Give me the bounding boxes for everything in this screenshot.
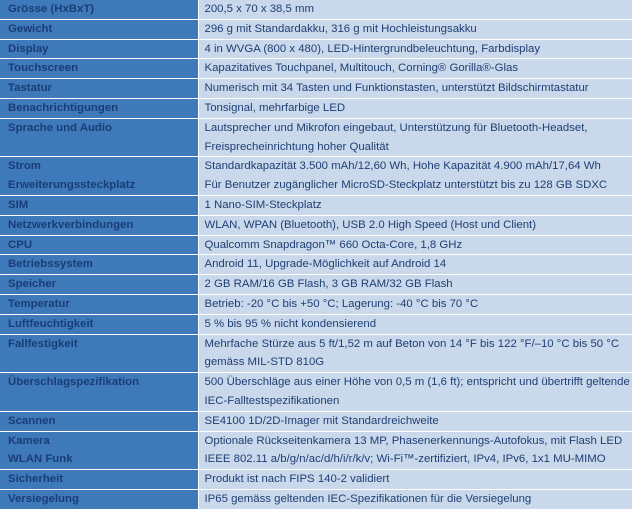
spec-value (198, 489, 632, 509)
spec-row (0, 373, 632, 412)
spec-label (0, 19, 198, 39)
spec-row (0, 470, 632, 490)
spec-label-text: SIM (8, 196, 198, 215)
spec-label-text: Luftfeuchtigkeit (8, 315, 198, 334)
spec-value-text: 500 Überschläge aus einer Höhe von 0,5 m (1,6 ft); entspricht und übertrifft geltende (205, 373, 632, 392)
spec-label-text: Tastatur (8, 79, 198, 98)
spec-value-text: Freisprecheinrichtung hoher Qualität (205, 138, 632, 157)
spec-label-text: Sicherheit (8, 470, 198, 489)
spec-value-text: Tonsignal, mehrfarbige LED (205, 99, 632, 118)
spec-label-text: Display (8, 40, 198, 59)
spec-row (0, 98, 632, 118)
spec-value (198, 39, 632, 59)
spec-label (0, 373, 198, 412)
spec-row (0, 215, 632, 235)
spec-value-text: Lautsprecher und Mikrofon eingebaut, Unterstützung für Bluetooth-Headset, (205, 119, 632, 138)
spec-row (0, 431, 632, 470)
spec-label (0, 0, 198, 19)
spec-label (0, 334, 198, 373)
spec-row (0, 0, 632, 19)
spec-label (0, 275, 198, 295)
spec-value-text: Für Benutzer zugänglicher MicroSD-Steckplatz unterstützt bis zu 128 GB SDXC (205, 176, 632, 195)
spec-value-text: 5 % bis 95 % nicht kondensierend (205, 315, 632, 334)
spec-value-text: IEC-Falltestspezifikationen (205, 392, 632, 411)
spec-value-text: Mehrfache Stürze aus 5 ft/1,52 m auf Beton von 14 °F bis 122 °F/–10 °C bis 50 °C (205, 335, 632, 354)
spec-label (0, 314, 198, 334)
spec-label-text: Speicher (8, 275, 198, 294)
spec-value-text: 296 g mit Standardakku, 316 g mit Hochleistungsakku (205, 20, 632, 39)
spec-label-text: Kamera (8, 432, 198, 451)
spec-label-text: CPU (8, 236, 198, 255)
spec-value-text: Produkt ist nach FIPS 140-2 validiert (205, 470, 632, 489)
spec-label (0, 215, 198, 235)
spec-value (198, 118, 632, 157)
spec-row (0, 59, 632, 79)
spec-label-text: Versiegelung (8, 490, 198, 509)
spec-label-text: Grösse (HxBxT) (8, 0, 198, 19)
spec-value (198, 275, 632, 295)
spec-row (0, 157, 632, 196)
spec-row (0, 314, 632, 334)
spec-value-text: Kapazitatives Touchpanel, Multitouch, Corning® Gorilla®-Glas (205, 59, 632, 78)
spec-row (0, 79, 632, 99)
spec-row (0, 195, 632, 215)
spec-label (0, 294, 198, 314)
spec-value (198, 334, 632, 373)
spec-row (0, 118, 632, 157)
spec-label (0, 470, 198, 490)
spec-label-text: Touchscreen (8, 59, 198, 78)
spec-value-text: Numerisch mit 34 Tasten und Funktionstasten, unterstützt Bildschirmtastatur (205, 79, 632, 98)
spec-label (0, 431, 198, 470)
spec-label (0, 195, 198, 215)
spec-value (198, 215, 632, 235)
spec-value-text: 4 in WVGA (800 x 480), LED-Hintergrundbeleuchtung, Farbdisplay (205, 40, 632, 59)
spec-label (0, 39, 198, 59)
spec-value (198, 431, 632, 470)
spec-label-text: Netzwerkverbindungen (8, 216, 198, 235)
spec-label (0, 489, 198, 509)
spec-value-text: IEEE 802.11 a/b/g/n/ac/d/h/i/r/k/v; Wi-Fi™-zertifiziert, IPv4, IPv6, 1x1 MU-MIMO (205, 450, 632, 469)
spec-value-text: Android 11, Upgrade-Möglichkeit auf Android 14 (205, 255, 632, 274)
spec-label-text: Überschlagspezifikation (8, 373, 198, 392)
spec-label-text: Fallfestigkeit (8, 335, 198, 354)
spec-value-text: 2 GB RAM/16 GB Flash, 3 GB RAM/32 GB Flash (205, 275, 632, 294)
spec-value (198, 79, 632, 99)
spec-row (0, 334, 632, 373)
spec-row (0, 39, 632, 59)
spec-label-text: Gewicht (8, 20, 198, 39)
spec-value (198, 235, 632, 255)
spec-value (198, 59, 632, 79)
spec-label-text: Betriebssystem (8, 255, 198, 274)
spec-label-text: Benachrichtigungen (8, 99, 198, 118)
spec-value (198, 314, 632, 334)
spec-value-text: WLAN, WPAN (Bluetooth), USB 2.0 High Speed (Host und Client) (205, 216, 632, 235)
spec-value-text: gemäss MIL-STD 810G (205, 353, 632, 372)
spec-value-text: Optionale Rückseitenkamera 13 MP, Phasenerkennungs-Autofokus, mit Flash LED (205, 432, 632, 451)
spec-value (198, 157, 632, 196)
spec-label-text: Strom (8, 157, 198, 176)
spec-label (0, 157, 198, 196)
spec-value (198, 470, 632, 490)
spec-value (198, 411, 632, 431)
spec-value-text: 1 Nano-SIM-Steckplatz (205, 196, 632, 215)
spec-label (0, 118, 198, 157)
spec-label (0, 411, 198, 431)
spec-label (0, 235, 198, 255)
spec-value (198, 195, 632, 215)
spec-value (198, 294, 632, 314)
spec-value-text: Qualcomm Snapdragon™ 660 Octa-Core, 1,8 GHz (205, 236, 632, 255)
spec-label (0, 59, 198, 79)
spec-value (198, 0, 632, 19)
spec-label-text: Scannen (8, 412, 198, 431)
spec-label (0, 98, 198, 118)
spec-label-text: Temperatur (8, 295, 198, 314)
spec-label (0, 255, 198, 275)
spec-row (0, 411, 632, 431)
spec-label (0, 79, 198, 99)
spec-row (0, 255, 632, 275)
spec-value (198, 373, 632, 412)
spec-value-text: IP65 gemäss geltenden IEC-Spezifikationen für die Versiegelung (205, 490, 632, 509)
spec-row (0, 489, 632, 509)
spec-label-text: WLAN Funk (8, 450, 198, 469)
spec-row (0, 275, 632, 295)
spec-label-text: Sprache und Audio (8, 119, 198, 138)
spec-value-text: 200,5 x 70 x 38,5 mm (205, 0, 632, 19)
spec-value-text: Betrieb: -20 °C bis +50 °C; Lagerung: -40 °C bis 70 °C (205, 295, 632, 314)
spec-value-text: SE4100 1D/2D-Imager mit Standardreichweite (205, 412, 632, 431)
spec-row (0, 19, 632, 39)
spec-value (198, 98, 632, 118)
spec-value (198, 19, 632, 39)
spec-value-text: Standardkapazität 3.500 mAh/12,60 Wh, Hohe Kapazität 4.900 mAh/17,64 Wh (205, 157, 632, 176)
spec-row (0, 235, 632, 255)
spec-value (198, 255, 632, 275)
spec-label-text: Erweiterungssteckplatz (8, 176, 198, 195)
spec-row (0, 294, 632, 314)
